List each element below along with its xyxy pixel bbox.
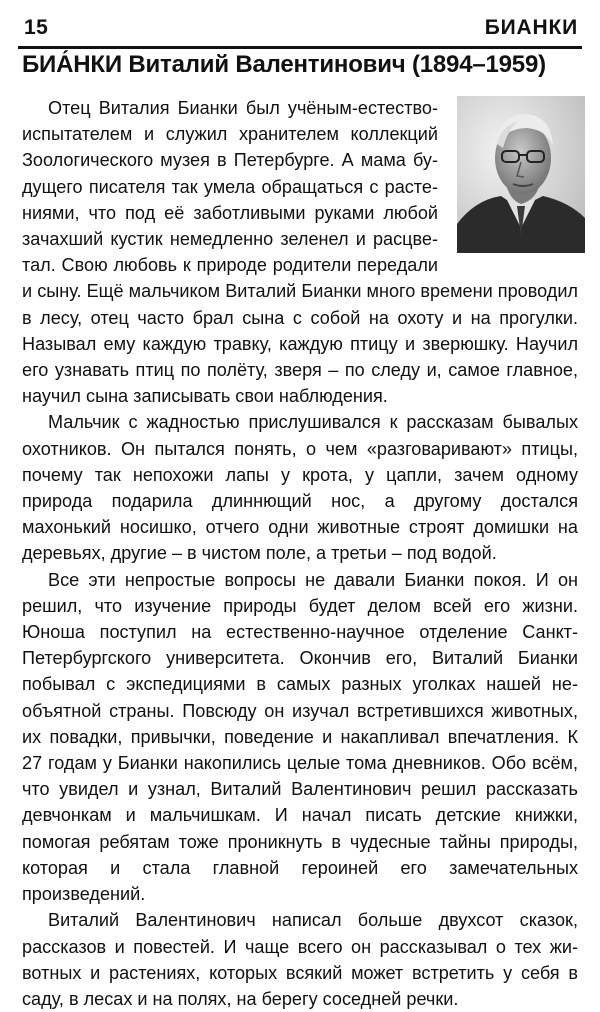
portrait-space [438,95,578,260]
article-title: БИА́НКИ Виталий Валентинович (1894–1959) [22,51,546,78]
paragraph: Все эти непростые вопросы не давали Бианки покоя. И он решил, что изучение природы будет делом всей его жизни. Юноша поступил на естественно-научное отделение Санкт-Петербургского университета. Окончив его, Виталий Бианки побывал с экспедициями в самых разных уголках нашей необъятной страны. Повсюду он изучал встретившихся животных, их повадки, привычки, поведение и накапливал впечатления. К 27 годам у Бианки накопились целые тома дневников. Обо всём, что увидел и узнал, Виталий Валентинович решил рассказать девчонкам и мальчишкам. И начал писать детские книжки, помогая ребятам тоже проникнуть в чудесные тайны природы, которая и стала главной героиней его замечательных произведений. [22,569,578,905]
paragraph: Отец Виталия Бианки был учёным-естествоиспытателем и служил хранителем коллекций Зоологического музея в Петербурге. А мама будущего писателя так умела обращаться с растениями, что под её заботливыми руками любой зачахший кустик немедленно зеленел и расцветал. Свою любовь к природе родители передали и сыну. Ещё мальчиком Виталий Бианки много времени проводил в лесу, отец часто брал сына с собой на охоту и на прогулки. Называл ему каждую травку, каждую птицу и зверюшку. Научил его узнавать птиц по полёту, зверя – по следу и, самое главное, научил сына записывать свои наблюдения. [22,98,578,407]
paragraph: Виталий Валентинович написал больше двухсот сказок, рассказов и повестей. И чаще всего он рассказывал о тех животных и растениях, которых всякий может встретить у себя в саду, в лесах и на полях, на берегу соседней речки. [22,910,578,1009]
article-body [22,95,578,1012]
header-rule [18,46,582,49]
page-header [18,14,582,44]
paragraph: Мальчик с жадностью прислушивался к рассказам бывалых охотников. Он пытался понять, о чем «разговаривают» птицы, почему так непохожи лапы у крота, у цапли, зачем одному природа подарила длиннющий нос, а другому достался махонький носишко, отчего одни животные строят домишки на деревьях, другие – в чистом поле, а третьи – под водой. [22,412,578,564]
running-head: БИАНКИ [484,16,578,39]
page-number: 15 [24,16,49,39]
